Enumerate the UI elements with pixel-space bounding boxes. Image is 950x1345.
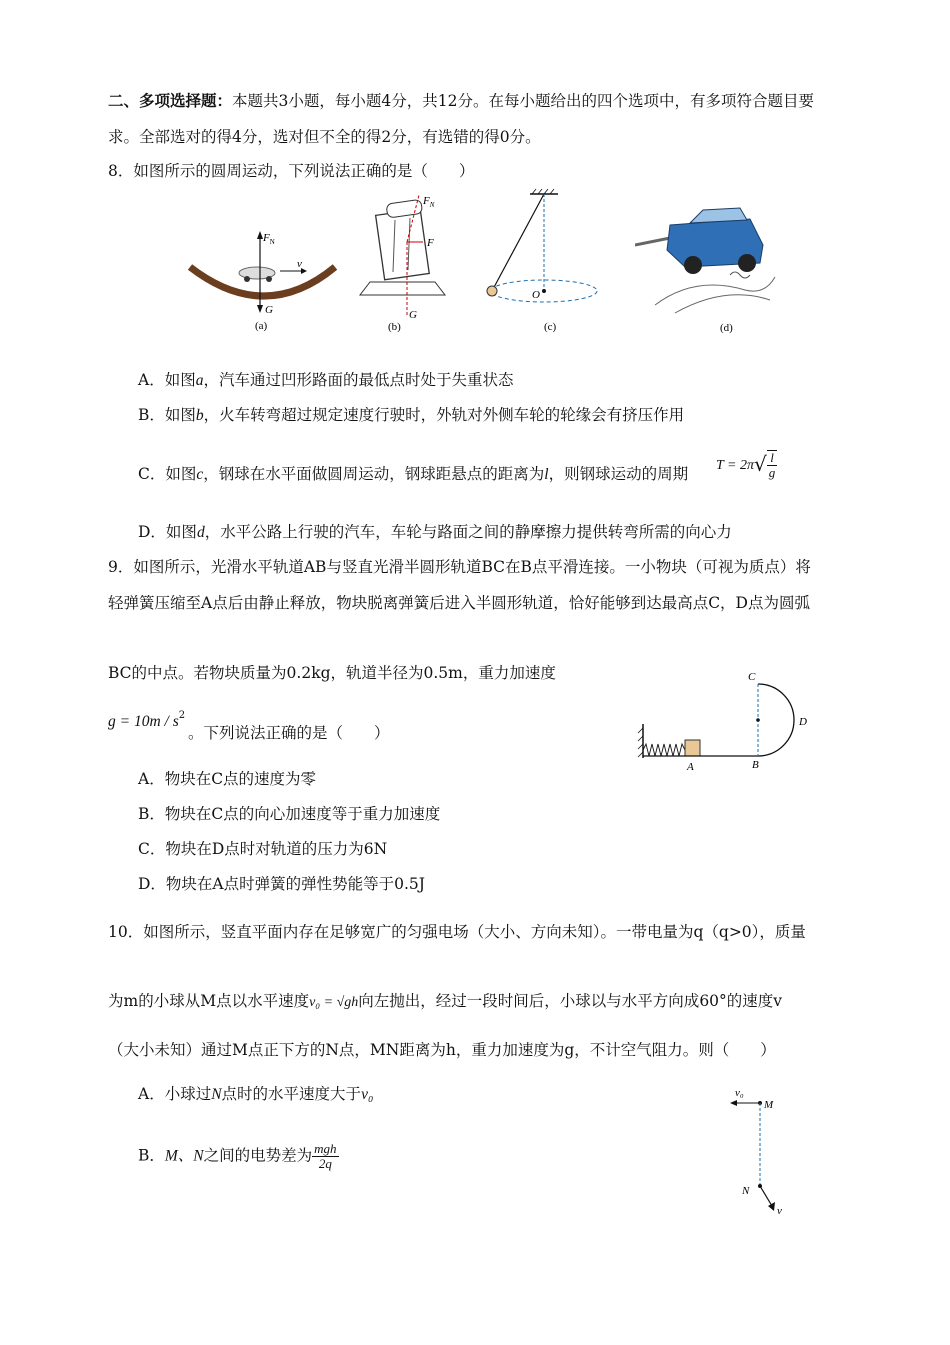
q9-fig-A-label: A	[687, 761, 694, 773]
q10-stem-line1: 10．如图所示，竖直平面内存在足够宽广的匀强电场（大小、方向未知）。一带电量为q（q>0），质量	[108, 923, 806, 941]
q10-fig-N-label: N	[742, 1185, 750, 1197]
q10-fig-v0-label: v₀	[735, 1087, 744, 1099]
fig-b-F-label: F	[427, 237, 434, 249]
q9-option-c: C．物块在D点时对轨道的压力为6N	[138, 840, 388, 858]
q10-stem-line2: 为m的小球从M点以水平速度v₀ = √gh向左抛出，经过一段时间后，小球以与水平方向成60°的速度v	[108, 992, 783, 1010]
section-intro: 本题共3小题，每小题4分，共12分。在每小题给出的四个选项中，有多项符合题目要	[232, 92, 814, 110]
q9-stem-line3: BC的中点。若物块质量为0.2kg，轨道半径为0.5m，重力加速度	[108, 664, 556, 682]
q9-stem-line4-rest: 。下列说法正确的是（ ）	[188, 724, 390, 742]
q8-option-c: C．如图c，钢球在水平面做圆周运动，钢球距悬点的距离为l，则钢球运动的周期	[138, 465, 689, 483]
fig-b-caption: (b)	[388, 321, 401, 333]
fig-a-caption: (a)	[255, 320, 268, 332]
fig-a-v-label: v	[297, 258, 302, 270]
q9-stem-line1: 9．如图所示，光滑水平轨道AB与竖直光滑半圆形轨道BC在B点平滑连接。一小物块（可视为质点）将	[108, 558, 811, 576]
q8-figure-d	[635, 205, 780, 335]
fig-d-caption: (d)	[720, 322, 733, 334]
q8-option-a: A．如图a，汽车通过凹形路面的最低点时处于失重状态	[138, 371, 514, 389]
q10-figure	[725, 1078, 805, 1218]
fig-a-FN-label: $F_N$	[263, 232, 275, 246]
fig-c-O-label: O	[532, 289, 540, 301]
q10-option-a: A．小球过N点时的水平速度大于v₀	[138, 1085, 374, 1103]
q8-figure-b	[355, 190, 455, 335]
section-intro-line2: 求。全部选对的得4分，选对但不全的得2分，有选错的得0分。	[108, 128, 541, 146]
q8-option-c-formula: T = 2π√ $\frac{l}{g}$	[716, 450, 776, 480]
q9-figure	[635, 668, 815, 780]
q9-option-d: D．物块在A点时弹簧的弹性势能等于0.5J	[138, 875, 425, 893]
q8-figure-a	[185, 225, 345, 335]
q10-fig-M-label: M	[764, 1099, 774, 1111]
q9-option-a: A．物块在C点的速度为零	[138, 770, 317, 788]
q10-fig-v-label: v	[777, 1205, 782, 1217]
q9-stem-line4: $g = 10m / s^2$	[108, 710, 186, 730]
fig-c-caption: (c)	[544, 321, 557, 333]
q9-option-b: B．物块在C点的向心加速度等于重力加速度	[138, 805, 441, 823]
q9-fig-C-label: C	[748, 671, 756, 683]
q9-fig-B-label: B	[752, 759, 759, 771]
fig-b-G-label: G	[409, 309, 417, 321]
fig-a-G-label: G	[265, 304, 273, 316]
section-heading: 二、多项选择题：	[108, 91, 233, 110]
section-intro-line1	[108, 90, 814, 112]
q9-stem-line2: 轻弹簧压缩至A点后由静止释放，物块脱离弹簧后进入半圆形轨道，恰好能够到达最高点C，D点为圆弧	[108, 594, 810, 612]
q8-stem: 8．如图所示的圆周运动，下列说法正确的是（ ）	[108, 162, 475, 180]
fig-b-FN-label: $F_N$	[423, 195, 435, 209]
q8-option-b: B．如图b，火车转弯超过规定速度行驶时，外轨对外侧车轮的轮缘会有挤压作用	[138, 406, 685, 424]
q9-fig-D-label: D	[799, 716, 807, 728]
q10-stem-line3: （大小未知）通过M点正下方的N点，MN距离为h，重力加速度为g，不计空气阻力。则（ ）	[108, 1041, 776, 1059]
q10-option-b: B．M、N之间的电势差为 $\frac{\text{mgh}}{2q}$	[138, 1141, 337, 1171]
q8-figure-c	[482, 188, 607, 336]
q8-option-d: D．如图d，水平公路上行驶的汽车，车轮与路面之间的静摩擦力提供转弯所需的向心力	[138, 523, 732, 541]
